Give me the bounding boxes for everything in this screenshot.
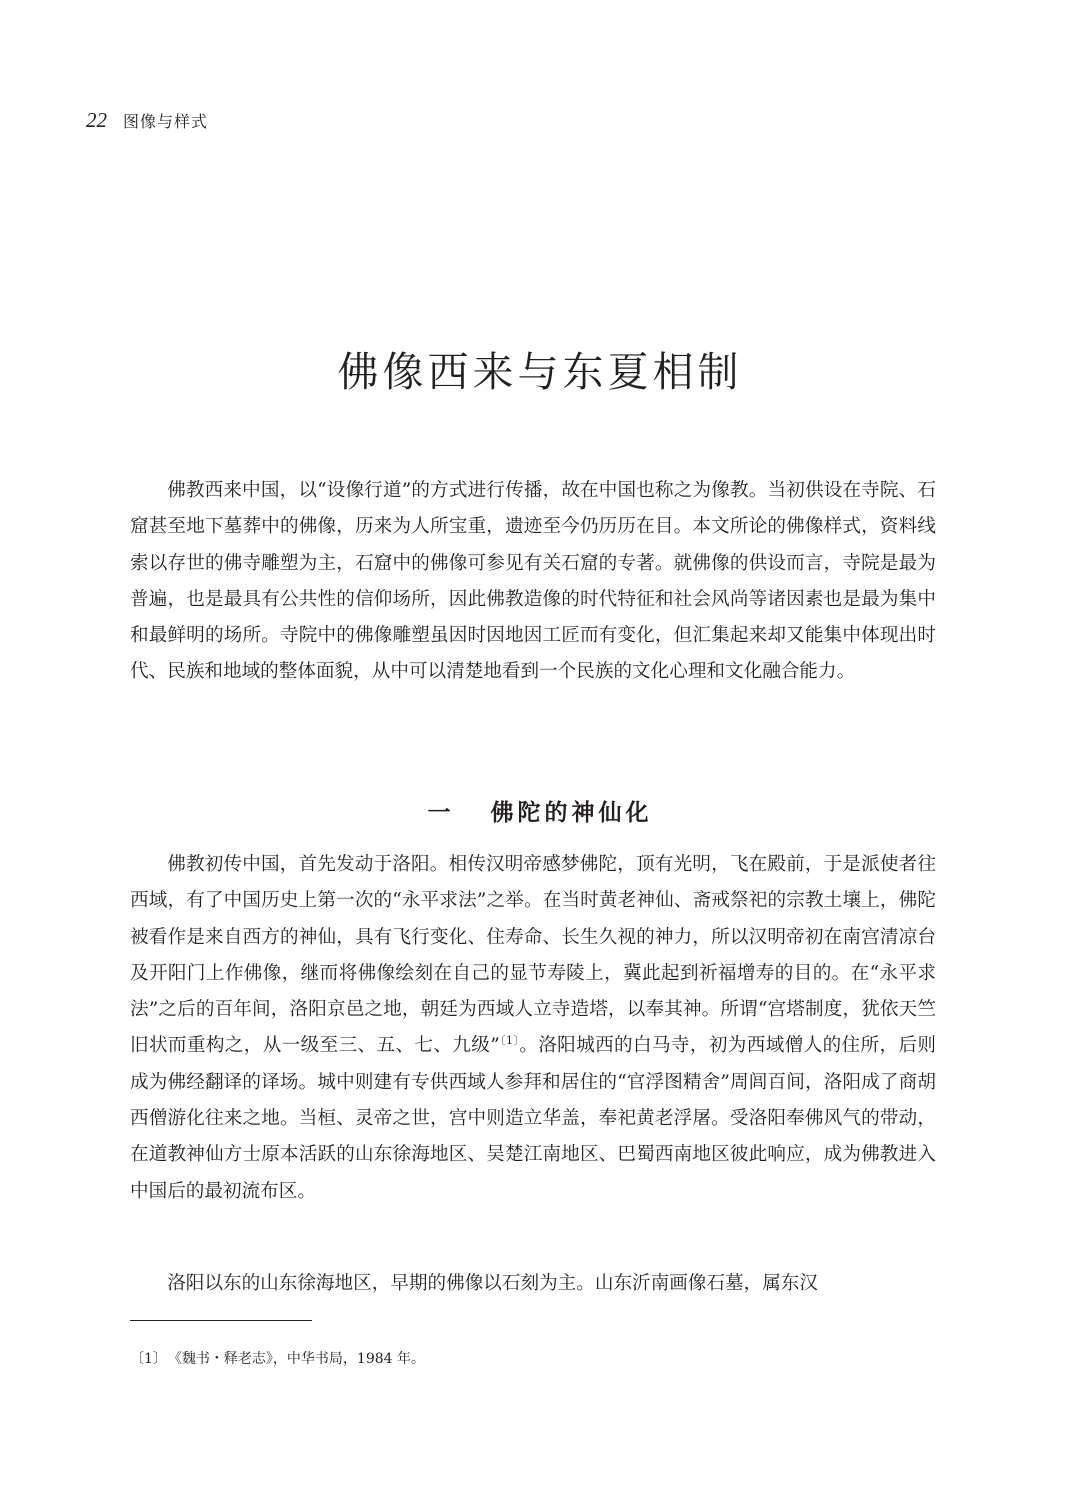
footnote — [130, 1349, 425, 1369]
footnote-text: 《魏书・释老志》，中华书局，1984 年。 — [174, 1351, 425, 1367]
footnote-divider — [130, 1320, 312, 1321]
page-number: 22 — [86, 108, 107, 132]
running-head-title: 图像与样式 — [123, 112, 209, 131]
section-paragraph-text: 佛教初传中国，首先发动于洛阳。相传汉明帝感梦佛陀，顶有光明，飞在殿前，于是派使者往西域，有了中国历史上第一次的“永平求法”之举。在当时黄老神仙、斋戒祭祀的宗教土壤上，佛陀被看作是来自西方的神仙，具有飞行变化、住寿命、长生久视的神力，所以汉明帝初在南宫清凉台及开阳门上作佛像，继而将佛像绘刻在自己的显节寿陵上，冀此起到祈福增寿的目的。在“永平求法”之后的百年间，洛阳京邑之地，朝廷为西域人立寺造塔，以奉其神。所谓“宫塔制度，犹依天竺旧状而重构之，从一级至三、五、七、九级” — [130, 854, 936, 1057]
section-number: 一 — [427, 800, 455, 827]
running-head — [86, 108, 208, 133]
section-title: 佛陀的神仙化 — [490, 800, 653, 827]
section-heading — [0, 794, 1080, 827]
intro-paragraph: 佛教西来中国，以“设像行道”的方式进行传播，故在中国也称之为像教。当初供设在寺院、石窟甚至地下墓葬中的佛像，历来为人所宝重，遗迹至今仍历历在目。本文所论的佛像样式，资料线索以存世的佛寺雕塑为主，石窟中的佛像可参见有关石窟的专著。就佛像的供设而言，寺院是最为普遍，也是最具有公共性的信仰场所，因此佛教造像的时代特征和社会风尚等诸因素也是最为集中和最鲜明的场所。寺院中的佛像雕塑虽因时因地因工匠而有变化，但汇集起来却又能集中体现出时代、民族和地域的整体面貌，从中可以清楚地看到一个民族的文化心理和文化融合能力。 — [130, 480, 936, 683]
footnote-reference[interactable]: 〔1〕 — [499, 1034, 520, 1048]
section-paragraph — [130, 847, 936, 1210]
section-paragraph-text-continued: 。洛阳城西的白马寺，初为西域僧人的住所，后则成为佛经翻译的译场。城中则建有专供西域人参拜和居住的“官浮图精舍”周闾百间，洛阳成了商胡西僧游化往来之地。当桓、灵帝之世，宫中则造立华盖，奉祀黄老浮屠。受洛阳奉佛风气的带动，在道教神仙方士原本活跃的山东徐海地区、吴楚江南地区、巴蜀西南地区彼此响应，成为佛教进入中国后的最初流布区。 — [130, 1035, 936, 1202]
footnote-mark: 〔1〕 — [130, 1351, 167, 1367]
continuation-paragraph: 洛阳以东的山东徐海地区，早期的佛像以石刻为主。山东沂南画像石墓，属东汉 — [167, 1273, 818, 1294]
chapter-title: 佛像西来与东夏相制 — [337, 348, 743, 397]
